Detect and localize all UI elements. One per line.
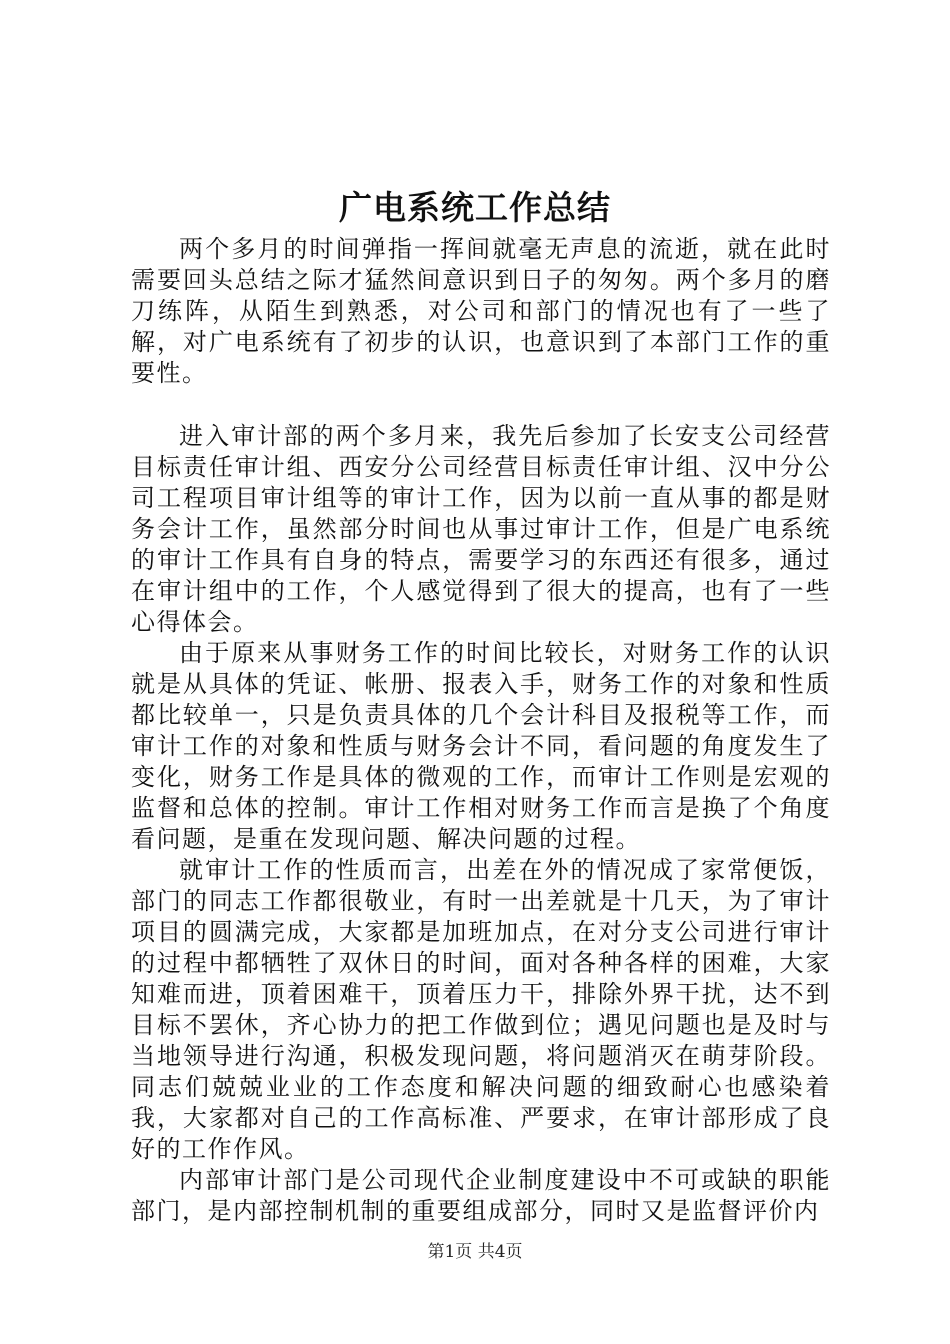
paragraph-internal-audit: 内部审计部门是公司现代企业制度建设中不可或缺的职能部门，是内部控制机制的重要组成部分，同时又是监督评价内 <box>131 1166 831 1225</box>
paragraph-intro: 两个多月的时间弹指一挥间就毫无声息的流逝，就在此时需要回头总结之际才猛然间意识到日子的匆匆。两个多月的磨刀练阵，从陌生到熟悉，对公司和部门的情况也有了一些了解，对广电系统有了初步的认识，也意识到了本部门工作的重要性。 <box>131 235 831 387</box>
paragraph-audit-experience: 进入审计部的两个多月来，我先后参加了长安支公司经营目标责任审计组、西安分公司经营目标责任审计组、汉中分公司工程项目审计组等的审计工作，因为以前一直从事的都是财务会计工作，虽然部分时间也从事过审计工作，但是广电系统的审计工作具有自身的特点，需要学习的东西还有很多，通过在审计组中的工作，个人感觉得到了很大的提高，也有了一些心得体会。 <box>131 422 831 636</box>
paragraph-finance-vs-audit: 由于原来从事财务工作的时间比较长，对财务工作的认识就是从具体的凭证、帐册、报表入手，财务工作的对象和性质都比较单一，只是负责具体的几个会计科目及报税等工作，而审计工作的对象和性质与财务会计不同，看问题的角度发生了变化，财务工作是具体的微观的工作，而审计工作则是宏观的监督和总体的控制。审计工作相对财务工作而言是换了个角度看问题，是重在发现问题、解决问题的过程。 <box>131 639 831 853</box>
paragraph-work-attitude: 就审计工作的性质而言，出差在外的情况成了家常便饭，部门的同志工作都很敬业，有时一出差就是十几天，为了审计项目的圆满完成，大家都是加班加点，在对分支公司进行审计的过程中都牺牲了双休日的时间，面对各种各样的困难，大家知难而进，顶着困难干，顶着压力干，排除外界干扰，达不到目标不罢休，齐心协力的把工作做到位；遇见问题也是及时与当地领导进行沟通，积极发现问题，将问题消灭在萌芽阶段。同志们兢兢业业的工作态度和解决问题的细致耐心也感染着我，大家都对自己的工作高标准、严要求，在审计部形成了良好的工作作风。 <box>131 856 831 1163</box>
document-title: 广电系统工作总结 <box>339 188 611 227</box>
page-number-footer: 第1页 共4页 <box>427 1242 523 1262</box>
document-body <box>131 234 831 1227</box>
